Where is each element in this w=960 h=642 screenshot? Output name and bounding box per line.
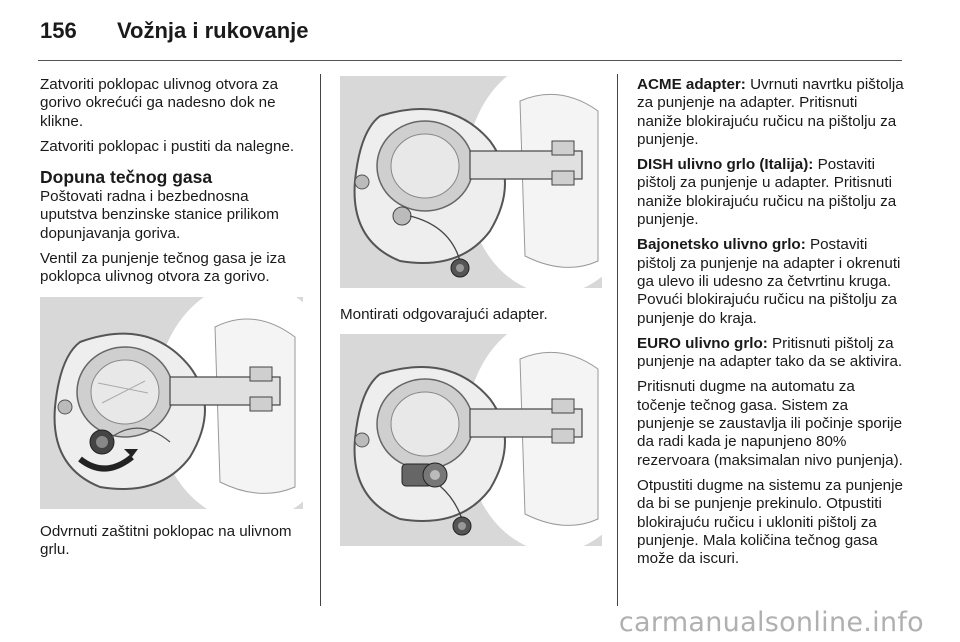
caption-unscrew: Odvrnuti zaštitni poklopac na ulivnom grlu. [40, 522, 292, 558]
dish-label: DISH ulivno grlo (Italija): [637, 156, 814, 174]
column-divider-2 [617, 74, 618, 606]
paragraph-acme [637, 76, 905, 149]
bayonet-label: Bajonetsko ulivno grlo: [637, 236, 806, 254]
column-2 [340, 76, 602, 546]
figure-adapter-mounted [340, 334, 602, 546]
figure-adapter-top [340, 76, 602, 288]
fuel-flap-illustration [40, 297, 303, 509]
euro-label: EURO ulivno grlo: [637, 334, 768, 352]
paragraph-euro [637, 335, 905, 372]
section-heading: Dopuna tečnog gasa [40, 167, 213, 188]
paragraph-release: Otpustiti dugme na sistemu za punjenje da bi se punjenje prekinulo. Otpustiti blokirajuću ručicu i ukloniti pištolj za punjenje. Mala količina tečnog gasa može da iscuri. [637, 476, 903, 568]
paragraph-bayonet [637, 236, 905, 327]
column-3 [637, 76, 905, 575]
page-title: Vožnja i rukovanje [117, 18, 309, 43]
paragraph-safety: Poštovati radna i bezbednosna uputstva benzinske stanice prilikom dopunjavanja goriva. [40, 188, 279, 242]
header-rule [38, 60, 902, 61]
paragraph-valve-location: Ventil za punjenje tečnog gasa je iza poklopca ulivnog otvora za gorivo. [40, 250, 286, 286]
acme-label: ACME adapter: [637, 76, 746, 93]
fuel-flap-mounted-illustration [340, 334, 602, 546]
column-1 [40, 76, 306, 566]
column-divider-1 [320, 74, 321, 606]
paragraph-press-button: Pritisnuti dugme na automatu za točenje tečnog gasa. Sistem za punjenje se zaustavlja ili počinje sporije da radi kada je napunjeno 80% rezervoara (maksimalan nivo punjenja). [637, 378, 903, 469]
paragraph-dish [637, 156, 905, 229]
bayonet-text: Postaviti pištolj za punjenje na adapter i okrenuti ga ulevo ili udesno za četvrtinu kruga. Povući blokirajuću ručicu na pištolju za punjenje do kraja. [637, 236, 901, 327]
caption-mount-adapter: Montirati odgovarajući adapter. [340, 306, 548, 323]
acme-text: Uvrnuti navrtku pištolja za punjenje na adapter. Pritisnuti naniže blokirajuću ručicu na pištolju za punjenje. [637, 76, 904, 148]
watermark: carmanualsonline.info [618, 607, 924, 638]
paragraph-close-flap: Zatvoriti poklopac i pustiti da nalegne. [40, 137, 295, 155]
euro-text: Pritisnuti pištolj za punjenje na adapter tako da se aktivira. [637, 334, 903, 371]
fuel-flap-adapter-illustration [340, 76, 602, 288]
figure-unscrew-cap [40, 297, 303, 509]
page-number: 156 [40, 18, 77, 43]
paragraph-close-cap: Zatvoriti poklopac ulivnog otvora za gorivo okrećući ga nadesno dok ne klikne. [40, 76, 279, 130]
dish-text: Postaviti pištolj za punjenje u adapter. Pritisnuti naniže blokirajuću ručicu na pištolju za punjenje. [637, 156, 897, 229]
